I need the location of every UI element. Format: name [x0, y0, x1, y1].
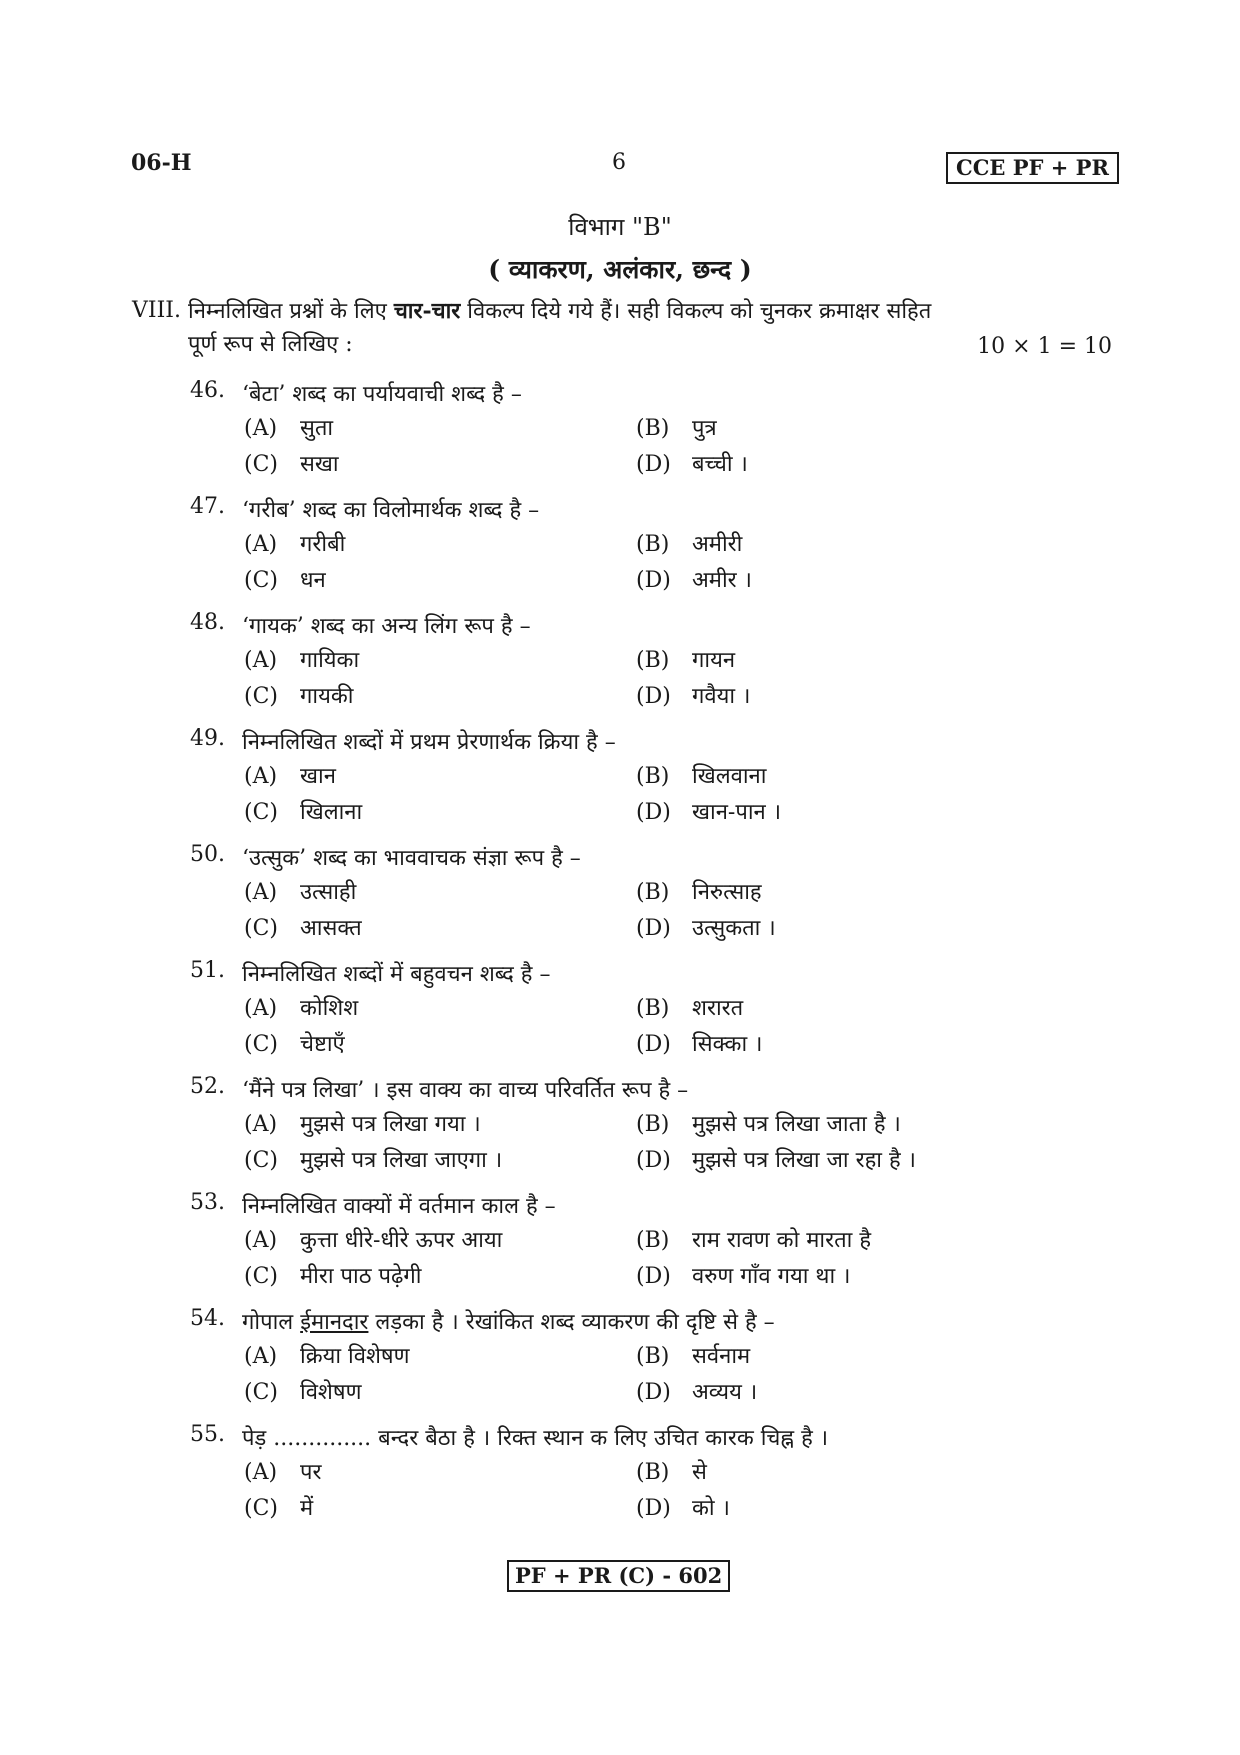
- option-a: [244, 1224, 502, 1254]
- option-label: (D): [636, 1264, 671, 1289]
- option-label: (B): [636, 1460, 670, 1485]
- option-label: (A): [244, 532, 278, 557]
- option-text: कोशिश: [300, 996, 359, 1021]
- option-label: (D): [636, 568, 671, 593]
- question-number: 51.: [190, 958, 225, 983]
- instruction-text-post: विकल्प दिये गये हैं। सही विकल्प को चुनकर क्रमाक्षर सहित: [460, 299, 932, 324]
- instruction-line-1: [188, 294, 931, 329]
- option-label: (D): [636, 1496, 671, 1521]
- marks-distribution: 10 × 1 = 10: [977, 334, 1112, 359]
- option-text: राम रावण को मारता है: [692, 1228, 872, 1253]
- question-text-post: लड़का है । रेखांकित शब्द व्याकरण की दृष्टि से है –: [368, 1310, 775, 1335]
- option-text: धन: [300, 568, 326, 593]
- question-number: 52.: [190, 1074, 225, 1099]
- option-c: [244, 912, 362, 942]
- question-text: निम्नलिखित शब्दों में प्रथम प्रेरणार्थक क्रिया है –: [242, 730, 616, 755]
- option-label: (C): [244, 684, 278, 709]
- option-c: [244, 1376, 362, 1406]
- option-text: गायकी: [300, 684, 354, 709]
- option-c: [244, 1028, 345, 1058]
- option-text: खिलवाना: [692, 764, 767, 789]
- option-text: खान-पान ।: [692, 800, 782, 825]
- option-text: पुत्र: [692, 416, 717, 441]
- option-label: (A): [244, 996, 278, 1021]
- option-a: [244, 412, 333, 442]
- option-label: (A): [244, 880, 278, 905]
- option-label: (D): [636, 1380, 671, 1405]
- footer-code-box: PF + PR (C) - 602: [507, 1560, 730, 1592]
- option-b: [636, 992, 743, 1022]
- question-text: ‘गायक’ शब्द का अन्य लिंग रूप है –: [242, 614, 531, 639]
- option-a: [244, 1340, 410, 1370]
- option-label: (B): [636, 764, 670, 789]
- option-text: सिक्का ।: [692, 1032, 763, 1057]
- option-text: मुझसे पत्र लिखा जाता है ।: [692, 1112, 901, 1137]
- option-text: सुता: [300, 416, 334, 441]
- option-text: खिलाना: [300, 800, 363, 825]
- option-text: बच्ची ।: [692, 452, 748, 477]
- option-d: [636, 1144, 916, 1174]
- option-text: मुझसे पत्र लिखा गया ।: [300, 1112, 481, 1137]
- option-label: (C): [244, 568, 278, 593]
- option-b: [636, 1108, 901, 1138]
- question-number: 55.: [190, 1422, 225, 1447]
- option-c: [244, 1260, 421, 1290]
- option-c: [244, 1492, 313, 1522]
- question-text-pre: गोपाल: [242, 1310, 301, 1335]
- option-label: (C): [244, 800, 278, 825]
- option-text: खान: [300, 764, 336, 789]
- option-d: [636, 912, 776, 942]
- option-text: अमीर ।: [692, 568, 752, 593]
- option-label: (B): [636, 1344, 670, 1369]
- question-number: 50.: [190, 842, 225, 867]
- option-label: (C): [244, 1032, 278, 1057]
- question-text: ‘उत्सुक’ शब्द का भाववाचक संज्ञा रूप है –: [242, 846, 581, 871]
- option-b: [636, 1340, 750, 1370]
- option-label: (C): [244, 1264, 278, 1289]
- option-text: सखा: [300, 452, 339, 477]
- option-label: (D): [636, 684, 671, 709]
- option-d: [636, 1260, 851, 1290]
- option-text: सर्वनाम: [692, 1344, 751, 1369]
- option-b: [636, 1224, 871, 1254]
- option-label: (D): [636, 452, 671, 477]
- instruction-number: VIII.: [132, 298, 181, 323]
- option-c: [244, 796, 362, 826]
- option-d: [636, 1028, 763, 1058]
- option-b: [636, 412, 717, 442]
- option-text: वरुण गाँव गया था ।: [692, 1264, 851, 1289]
- option-a: [244, 1456, 322, 1486]
- option-label: (C): [244, 1496, 278, 1521]
- option-text: गवैया ।: [692, 684, 751, 709]
- question-text: पेड़ .............. बन्दर बैठा है । रिक्त स्थान क लिए उचित कारक चिह्न है ।: [242, 1426, 829, 1451]
- option-label: (A): [244, 764, 278, 789]
- option-label: (A): [244, 416, 278, 441]
- option-a: [244, 528, 345, 558]
- option-text: गायन: [692, 648, 736, 673]
- option-d: [636, 448, 748, 478]
- option-text: पर: [300, 1460, 322, 1485]
- option-text: मीरा पाठ पढ़ेगी: [300, 1264, 422, 1289]
- page-number: 6: [612, 150, 626, 175]
- option-text: अमीरी: [692, 532, 743, 557]
- option-c: [244, 448, 339, 478]
- option-b: [636, 876, 762, 906]
- option-text: मुझसे पत्र लिखा जाएगा ।: [300, 1148, 503, 1173]
- option-text: निरुत्साह: [692, 880, 762, 905]
- option-label: (C): [244, 452, 278, 477]
- option-label: (B): [636, 1228, 670, 1253]
- section-title: विभाग "B": [568, 213, 672, 241]
- option-text: में: [300, 1496, 314, 1521]
- option-a: [244, 876, 356, 906]
- option-a: [244, 644, 359, 674]
- option-b: [636, 644, 735, 674]
- option-label: (B): [636, 416, 670, 441]
- option-text: गरीबी: [300, 532, 346, 557]
- option-text: अव्यय ।: [692, 1380, 758, 1405]
- option-label: (A): [244, 648, 278, 673]
- option-text: मुझसे पत्र लिखा जा रहा है ।: [692, 1148, 916, 1173]
- option-c: [244, 1144, 502, 1174]
- option-label: (B): [636, 996, 670, 1021]
- option-d: [636, 680, 750, 710]
- option-label: (B): [636, 1112, 670, 1137]
- option-d: [636, 1376, 757, 1406]
- option-text: उत्साही: [300, 880, 357, 905]
- option-text: चेष्टाएँ: [300, 1032, 345, 1057]
- option-label: (C): [244, 1380, 278, 1405]
- option-label: (C): [244, 1148, 278, 1173]
- option-b: [636, 528, 742, 558]
- option-label: (A): [244, 1344, 278, 1369]
- option-label: (B): [636, 532, 670, 557]
- option-text: गायिका: [300, 648, 360, 673]
- option-label: (C): [244, 916, 278, 941]
- option-c: [244, 564, 326, 594]
- option-text: क्रिया विशेषण: [300, 1344, 410, 1369]
- question-number: 53.: [190, 1190, 225, 1215]
- question-text: ‘बेटा’ शब्द का पर्यायवाची शब्द है –: [242, 382, 522, 407]
- option-text: को ।: [692, 1496, 730, 1521]
- option-text: से: [692, 1460, 707, 1485]
- option-a: [244, 992, 358, 1022]
- option-text: शरारत: [692, 996, 744, 1021]
- option-label: (A): [244, 1112, 278, 1137]
- option-text: आसक्त: [300, 916, 362, 941]
- option-d: [636, 1492, 730, 1522]
- underlined-word: ईमानदार: [300, 1310, 369, 1335]
- question-text: निम्नलिखित शब्दों में बहुवचन शब्द है –: [242, 962, 551, 987]
- question-number: 46.: [190, 378, 225, 403]
- option-text: उत्सुकता ।: [692, 916, 776, 941]
- option-label: (B): [636, 880, 670, 905]
- question-number: 49.: [190, 726, 225, 751]
- question-text: ‘मैंने पत्र लिखा’ । इस वाक्य का वाच्य परिवर्तित रूप है –: [242, 1078, 689, 1103]
- option-a: [244, 1108, 481, 1138]
- question-text: निम्नलिखित वाक्यों में वर्तमान काल है –: [242, 1194, 556, 1219]
- option-text: विशेषण: [300, 1380, 362, 1405]
- question-number: 54.: [190, 1306, 225, 1331]
- option-label: (D): [636, 1148, 671, 1173]
- option-label: (B): [636, 648, 670, 673]
- header-code: 06-H: [131, 150, 192, 176]
- section-subtitle: ( व्याकरण, अलंकार, छन्द ): [488, 255, 752, 284]
- option-label: (D): [636, 916, 671, 941]
- question-text: ‘गरीब’ शब्द का विलोमार्थक शब्द है –: [242, 498, 540, 523]
- option-b: [636, 1456, 707, 1486]
- question-number: 48.: [190, 610, 225, 635]
- paper-code-box: CCE PF + PR: [946, 152, 1119, 184]
- option-label: (D): [636, 1032, 671, 1057]
- option-label: (A): [244, 1460, 278, 1485]
- option-d: [636, 796, 781, 826]
- option-c: [244, 680, 353, 710]
- instruction-text-bold: चार-चार: [393, 298, 461, 324]
- option-d: [636, 564, 752, 594]
- question-number: 47.: [190, 494, 225, 519]
- option-label: (A): [244, 1228, 278, 1253]
- option-label: (D): [636, 800, 671, 825]
- instruction-text-pre: निम्नलिखित प्रश्नों के लिए: [188, 299, 394, 324]
- question-text: [242, 1306, 775, 1336]
- option-text: कुत्ता धीरे-धीरे ऊपर आया: [300, 1228, 503, 1253]
- option-b: [636, 760, 766, 790]
- instruction-line-2: पूर्ण रूप से लिखिए :: [188, 332, 353, 357]
- option-a: [244, 760, 336, 790]
